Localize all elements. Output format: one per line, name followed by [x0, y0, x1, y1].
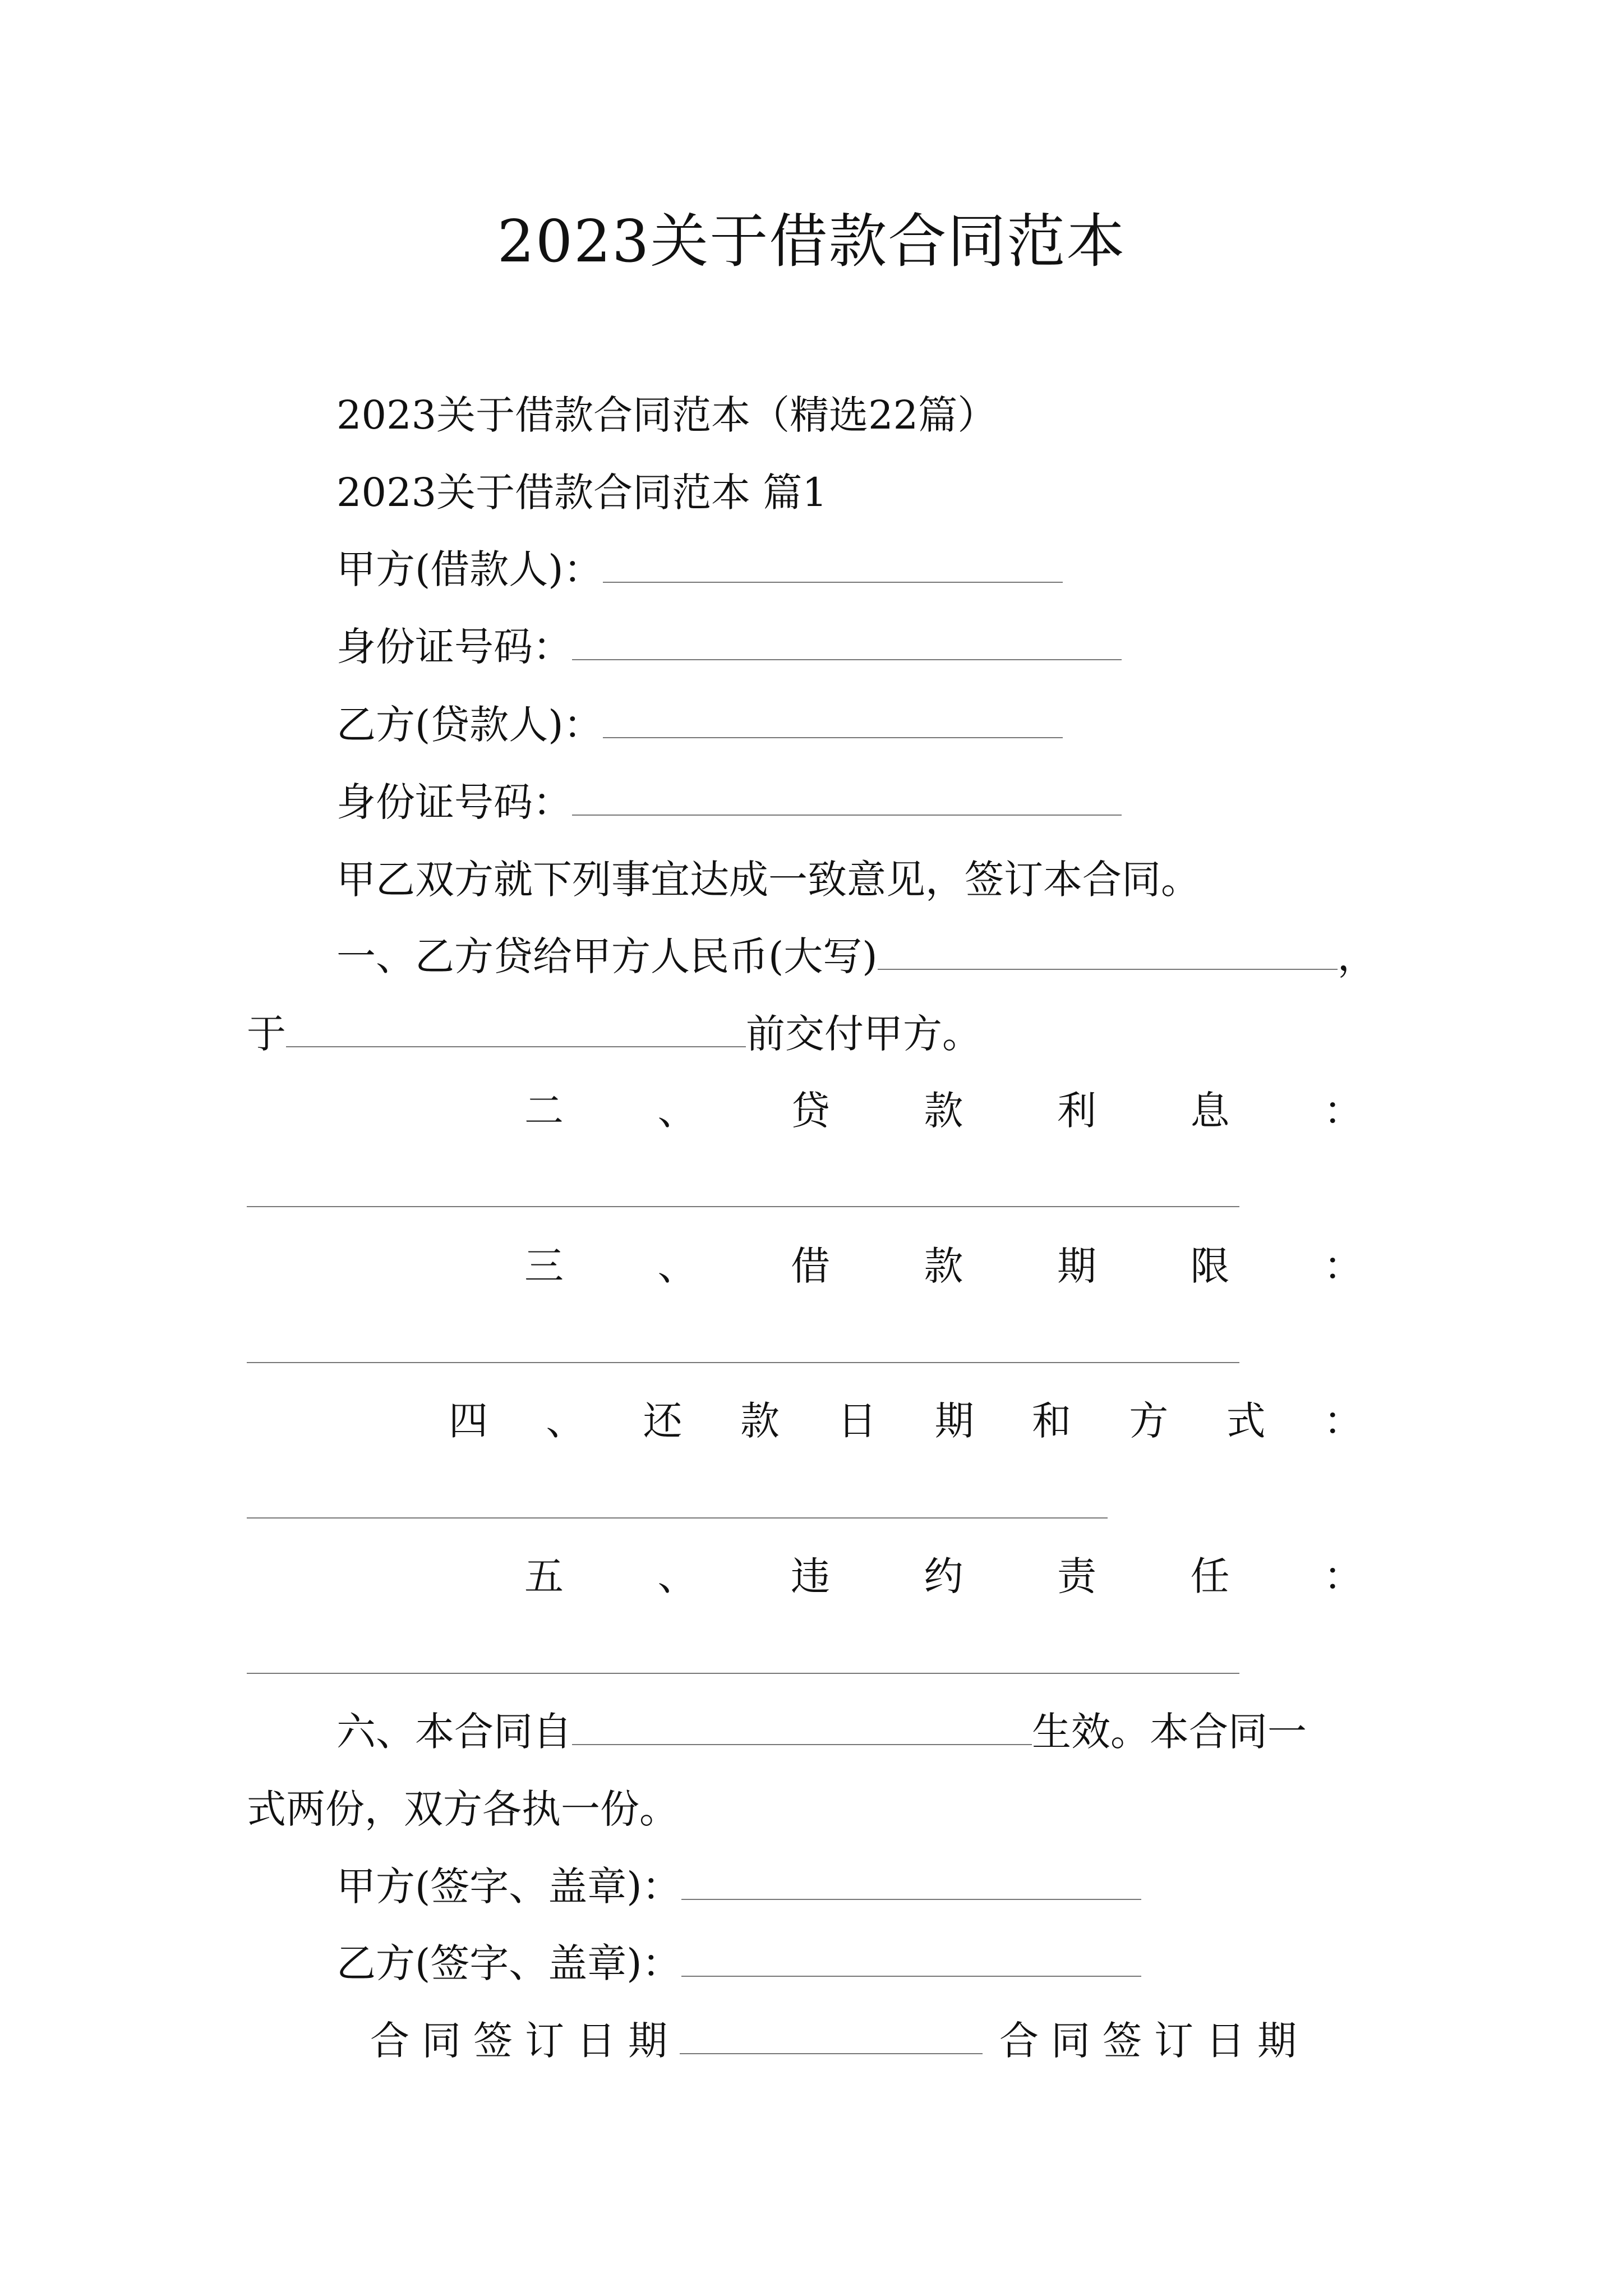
clause-4-char: 日: [837, 1398, 877, 1444]
clause-2-char: 息: [1190, 1088, 1230, 1134]
id-number-row-2: [336, 777, 1122, 827]
clause-2-char: 二: [524, 1088, 564, 1134]
id-number-row-1: [336, 622, 1122, 672]
clause-2-char: 、: [657, 1088, 697, 1134]
id-label-1: 身份证号码：: [336, 624, 572, 670]
clause-1-continuation: [247, 1009, 981, 1059]
party-b-blank[interactable]: [603, 702, 1063, 738]
clause-4-char: 四: [449, 1398, 488, 1444]
date-label-2: 合同签订日期: [999, 2018, 1309, 2064]
clause-5-char: 、: [657, 1553, 697, 1599]
sign-a-blank[interactable]: [681, 1864, 1141, 1900]
party-a-row: [336, 544, 1063, 595]
interest-blank[interactable]: [247, 1206, 1239, 1207]
id-number-blank-2[interactable]: [572, 780, 1122, 816]
clause-5-char: ：: [1324, 1553, 1363, 1599]
clause-1-row: [336, 931, 1377, 982]
clause-4-char: 和: [1031, 1398, 1071, 1444]
clause-3-heading: [524, 1241, 1363, 1291]
clause-3-char: 限: [1190, 1243, 1230, 1289]
clause-4-char: 期: [934, 1398, 974, 1444]
clause-5-heading: [524, 1551, 1363, 1602]
clause-2-char: ：: [1324, 1088, 1363, 1134]
clause-4-char: 、: [546, 1398, 585, 1444]
clause-4-char: ：: [1323, 1398, 1363, 1444]
clause-2-heading: [524, 1085, 1363, 1136]
party-a-label: 甲方(借款人)：: [336, 546, 603, 592]
loan-amount-blank[interactable]: [878, 934, 1338, 970]
sign-b-blank[interactable]: [681, 1941, 1141, 1977]
clause-4-heading: [449, 1396, 1363, 1446]
clause-5-char: 五: [524, 1553, 564, 1599]
clause-4-char: 款: [740, 1398, 780, 1444]
clause-5-char: 约: [924, 1553, 963, 1599]
clause-1-comma: ，: [1337, 933, 1377, 979]
party-b-label: 乙方(贷款人)：: [336, 702, 603, 748]
clause-5-char: 责: [1057, 1553, 1096, 1599]
clause-4-char: 方: [1129, 1398, 1169, 1444]
clause-1-cont-suffix: 前交付甲方。: [746, 1011, 981, 1057]
clause-3-char: 三: [524, 1243, 564, 1289]
clause-6-continuation: 式两份，双方各执一份。: [247, 1786, 679, 1832]
signing-date-blank[interactable]: [680, 2018, 983, 2054]
delivery-date-blank[interactable]: [286, 1011, 746, 1047]
sign-a-row: [336, 1861, 1141, 1912]
clause-3-char: 借: [791, 1243, 830, 1289]
clause-6-row: [336, 1706, 1307, 1757]
id-label-2: 身份证号码：: [336, 779, 572, 825]
date-row: [370, 2016, 1309, 2066]
clause-3-char: 、: [657, 1243, 697, 1289]
clause-5-char: 违: [791, 1553, 830, 1599]
clause-3-char: ：: [1324, 1243, 1363, 1289]
clause-3-char: 期: [1057, 1243, 1096, 1289]
clause-2-char: 贷: [791, 1088, 830, 1134]
party-b-row: [336, 700, 1063, 750]
clause-6-suffix: 生效。本合同一: [1032, 1709, 1307, 1755]
agreement-intro: 甲乙双方就下列事宜达成一致意见，签订本合同。: [336, 857, 1200, 903]
clause-6-prefix: 六、本合同自: [336, 1709, 572, 1755]
clause-4-char: 式: [1226, 1398, 1266, 1444]
section-heading: 2023关于借款合同范本 篇1: [336, 470, 827, 516]
clause-2-char: 款: [924, 1088, 963, 1134]
party-a-blank[interactable]: [603, 547, 1063, 583]
sign-a-label: 甲方(签字、盖章)：: [336, 1864, 681, 1910]
document-title: 2023关于借款合同范本: [497, 207, 1126, 275]
breach-liability-blank[interactable]: [247, 1673, 1239, 1674]
sign-b-row: [336, 1938, 1141, 1989]
date-label-1: 合同签订日期: [370, 2018, 680, 2064]
loan-term-blank[interactable]: [247, 1362, 1239, 1363]
document-subtitle: 2023关于借款合同范本（精选22篇）: [336, 392, 997, 438]
clause-2-char: 利: [1057, 1088, 1096, 1134]
clause-4-char: 还: [643, 1398, 683, 1444]
clause-1-text: 一、乙方贷给甲方人民币(大写): [336, 933, 878, 979]
sign-b-label: 乙方(签字、盖章)：: [336, 1940, 681, 1986]
repayment-blank[interactable]: [247, 1517, 1108, 1519]
clause-3-char: 款: [924, 1243, 963, 1289]
clause-1-cont-prefix: 于: [247, 1011, 286, 1057]
clause-5-char: 任: [1190, 1553, 1230, 1599]
effective-date-blank[interactable]: [572, 1709, 1032, 1745]
id-number-blank-1[interactable]: [572, 624, 1122, 660]
